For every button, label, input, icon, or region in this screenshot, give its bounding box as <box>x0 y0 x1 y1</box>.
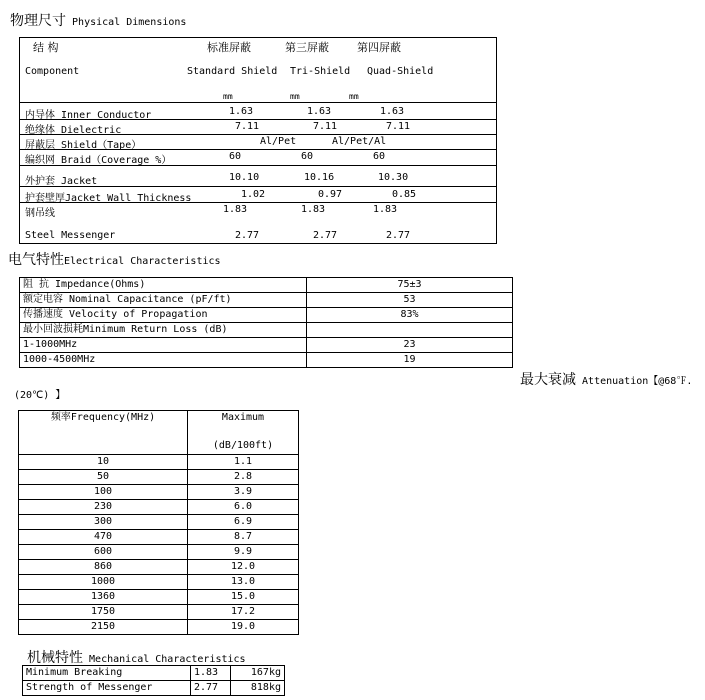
elec-value: 23 <box>307 338 513 353</box>
table-row <box>20 308 513 323</box>
header-std-cn: 标准屏蔽 <box>207 41 251 54</box>
elec-value: 19 <box>307 353 513 368</box>
phys-row-v3: 60 <box>373 151 386 162</box>
table-row <box>19 590 299 605</box>
attenuation-title-cn: 最大衰减 <box>520 372 576 388</box>
phys-row-label: Steel Messenger <box>25 230 116 241</box>
mech-v2: 818kg <box>231 681 285 696</box>
phys-row-v1: 1.63 <box>229 106 254 117</box>
phys-row-v3: 0.85 <box>392 189 417 200</box>
table-row <box>19 470 299 485</box>
phys-row-v1: 2.77 <box>235 230 260 241</box>
phys-row-v1: 1.02 <box>241 189 266 200</box>
header-std-en: Standard Shield <box>187 66 278 77</box>
mech-v1: 1.83 <box>191 666 231 681</box>
table-row <box>20 278 513 293</box>
att-freq: 470 <box>19 530 188 545</box>
elec-label: 最小回波损耗Minimum Return Loss (dB) <box>20 323 307 338</box>
att-value: 8.7 <box>188 530 299 545</box>
att-freq: 1000 <box>19 575 188 590</box>
attenuation-title-cont: (20℃) 】 <box>14 390 66 401</box>
header-tri-cn: 第三屏蔽 <box>285 41 329 54</box>
elec-value: 75±3 <box>307 278 513 293</box>
mech-label: Strength of Messenger <box>23 681 191 696</box>
elec-value <box>307 323 513 338</box>
table-row <box>19 500 299 515</box>
electrical-table <box>19 277 513 368</box>
phys-row-label: 护套壁厚Jacket Wall Thickness <box>25 193 192 204</box>
table-row <box>23 681 285 696</box>
att-value: 9.9 <box>188 545 299 560</box>
phys-row-v2: 7.11 <box>313 121 338 132</box>
phys-row-v2: 10.16 <box>304 172 335 183</box>
table-row <box>23 666 285 681</box>
att-value: 6.9 <box>188 515 299 530</box>
phys-row-v1: 1.83 <box>223 204 248 215</box>
header-struct: 结 构 <box>33 41 59 54</box>
table-row <box>19 605 299 620</box>
physical-title-en: Physical Dimensions <box>72 17 187 28</box>
physical-title-cn: 物理尺寸 <box>10 13 66 29</box>
phys-row-label: 外护套 Jacket <box>25 176 98 187</box>
phys-row-v2: 60 <box>301 151 314 162</box>
mechanical-title-en: Mechanical Characteristics <box>89 654 246 665</box>
att-freq: 50 <box>19 470 188 485</box>
att-value: 13.0 <box>188 575 299 590</box>
att-freq: 1360 <box>19 590 188 605</box>
phys-row-v1: 7.11 <box>235 121 260 132</box>
table-row <box>19 485 299 500</box>
elec-label: 传播速度 Velocity of Propagation <box>20 308 307 323</box>
attenuation-title-en: Attenuation【@68℉. <box>582 376 693 387</box>
electrical-title-cn: 电气特性 <box>8 252 64 268</box>
attenuation-title <box>520 369 692 389</box>
table-row <box>19 575 299 590</box>
elec-label: 阻 抗 Impedance(Ohms) <box>20 278 307 293</box>
phys-row-v2: 1.63 <box>307 106 332 117</box>
phys-row-v3: 10.30 <box>378 172 409 183</box>
att-col-frequency: 频率Frequency(MHz) <box>19 411 188 455</box>
att-freq: 230 <box>19 500 188 515</box>
unit-mm-1: mm <box>223 92 233 101</box>
header-tri-en: Tri-Shield <box>290 66 351 77</box>
mechanical-title <box>27 647 246 667</box>
att-freq: 2150 <box>19 620 188 635</box>
table-header-row <box>19 411 299 455</box>
phys-row-label: 钢吊线 <box>25 208 55 219</box>
att-value: 1.1 <box>188 455 299 470</box>
table-row <box>19 530 299 545</box>
table-row <box>20 293 513 308</box>
table-row <box>19 560 299 575</box>
table-row <box>19 620 299 635</box>
mech-v2: 167kg <box>231 666 285 681</box>
phys-row-v2: 2.77 <box>313 230 338 241</box>
att-value: 12.0 <box>188 560 299 575</box>
elec-label: 额定电容 Nominal Capacitance (pF/ft) <box>20 293 307 308</box>
table-row <box>20 338 513 353</box>
physical-title <box>10 10 186 30</box>
att-freq: 1750 <box>19 605 188 620</box>
phys-row-v1: 10.10 <box>229 172 260 183</box>
table-row <box>20 353 513 368</box>
mech-v1: 2.77 <box>191 681 231 696</box>
header-component: Component <box>25 66 80 77</box>
table-row <box>19 545 299 560</box>
att-freq: 860 <box>19 560 188 575</box>
header-quad-cn: 第四屏蔽 <box>357 41 401 54</box>
table-row <box>19 515 299 530</box>
elec-label: 1000-4500MHz <box>20 353 307 368</box>
unit-mm-2: mm <box>290 92 300 101</box>
phys-row-label: 编织网 Braid（Coverage %） <box>25 155 172 166</box>
electrical-title <box>8 249 221 269</box>
mechanical-table <box>22 665 285 696</box>
att-value: 2.8 <box>188 470 299 485</box>
phys-row-v2: Al/Pet/Al <box>332 136 387 147</box>
elec-label: 1-1000MHz <box>20 338 307 353</box>
phys-row-v3: 1.83 <box>373 204 398 215</box>
table-row <box>20 323 513 338</box>
attenuation-table <box>18 410 299 635</box>
att-value: 6.0 <box>188 500 299 515</box>
header-quad-en: Quad-Shield <box>367 66 434 77</box>
electrical-title-en: Electrical Characteristics <box>64 256 221 267</box>
phys-row-v2: 0.97 <box>318 189 343 200</box>
att-value: 17.2 <box>188 605 299 620</box>
elec-value: 83% <box>307 308 513 323</box>
att-freq: 300 <box>19 515 188 530</box>
att-freq: 100 <box>19 485 188 500</box>
phys-row-v1: Al/Pet <box>260 136 297 147</box>
phys-row-v2: 1.83 <box>301 204 326 215</box>
phys-row-label: 绝缘体 Dielectric <box>25 125 122 136</box>
phys-row-label: 屏蔽层 Shield（Tape） <box>25 140 142 151</box>
att-value: 3.9 <box>188 485 299 500</box>
table-row <box>19 455 299 470</box>
phys-row-label: 内导体 Inner Conductor <box>25 110 152 121</box>
phys-row-v1: 60 <box>229 151 242 162</box>
att-freq: 10 <box>19 455 188 470</box>
elec-value: 53 <box>307 293 513 308</box>
mechanical-title-cn: 机械特性 <box>27 650 83 666</box>
att-value: 19.0 <box>188 620 299 635</box>
att-value: 15.0 <box>188 590 299 605</box>
phys-row-v3: 1.63 <box>380 106 405 117</box>
mech-label: Minimum Breaking <box>23 666 191 681</box>
phys-row-v3: 7.11 <box>386 121 411 132</box>
att-freq: 600 <box>19 545 188 560</box>
phys-row-v3: 2.77 <box>386 230 411 241</box>
unit-mm-3: mm <box>349 92 359 101</box>
att-col-maximum: Maximum (dB/100ft) <box>188 411 299 455</box>
